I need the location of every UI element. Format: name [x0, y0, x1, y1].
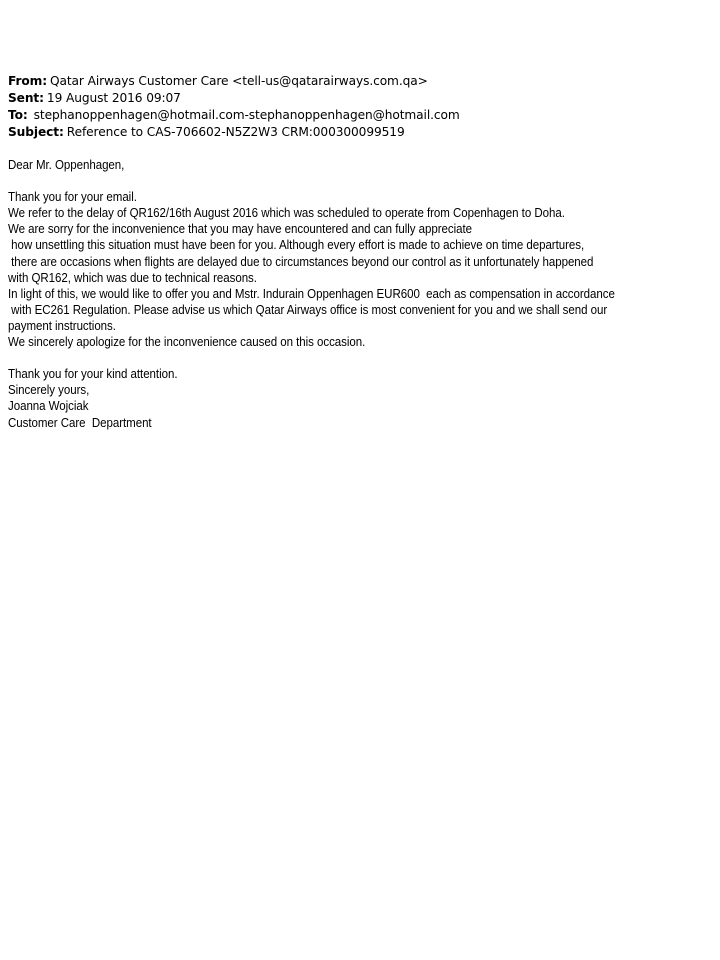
body-line: Sincerely yours,	[8, 383, 90, 398]
email-header-sent-row	[8, 90, 712, 107]
email-sent-value: 19 August 2016 09:07	[46, 91, 181, 105]
email-body	[8, 157, 716, 431]
email-to-label: To:	[8, 108, 28, 122]
body-line: there are occasions when flights are delayed due to circumstances beyond our control as it unfortunately happened	[8, 254, 594, 269]
email-from-value: Qatar Airways Customer Care <tell-us@qatarairways.com.qa>	[50, 74, 428, 88]
email-to-value: stephanoppenhagen@hotmail.com-stephanoppenhagen@hotmail.com	[33, 108, 460, 122]
email-subject-label: Subject:	[8, 125, 64, 139]
body-line: We refer to the delay of QR162/16th August 2016 which was scheduled to operate from Copenhagen to Doha.	[8, 206, 565, 221]
email-sent-label: Sent:	[8, 91, 44, 105]
body-line: We are sorry for the inconvenience that you may have encountered and can fully appreciate	[8, 222, 472, 237]
body-line: how unsettling this situation must have been for you. Although every effort is made to achieve on time departures,	[8, 238, 585, 253]
body-line: In light of this, we would like to offer you and Mstr. Indurain Oppenhagen EUR600 each as compensation in accordance	[8, 286, 615, 301]
body-line: with EC261 Regulation. Please advise us which Qatar Airways office is most convenient for you and we shall send our	[8, 302, 608, 317]
email-subject-value: Reference to CAS-706602-N5Z2W3 CRM:000300099519	[66, 125, 405, 139]
body-line: Joanna Wojciak	[8, 399, 89, 414]
email-header	[8, 73, 712, 141]
body-line: Thank you for your email.	[8, 190, 137, 205]
body-line: Customer Care Department	[8, 415, 152, 430]
body-line: with QR162, which was due to technical reasons.	[8, 270, 257, 285]
email-from-label: From:	[8, 74, 48, 88]
body-line-blank	[8, 173, 656, 189]
body-line: Dear Mr. Oppenhagen,	[8, 158, 125, 172]
email-header-to-row	[8, 107, 712, 124]
body-line: payment instructions.	[8, 318, 116, 333]
body-line: We sincerely apologize for the inconvenience caused on this occasion.	[8, 335, 366, 350]
body-line: Thank you for your kind attention.	[8, 367, 178, 382]
body-line-blank	[8, 350, 656, 366]
email-header-from-row	[8, 73, 712, 90]
email-header-subject-row	[8, 124, 712, 141]
